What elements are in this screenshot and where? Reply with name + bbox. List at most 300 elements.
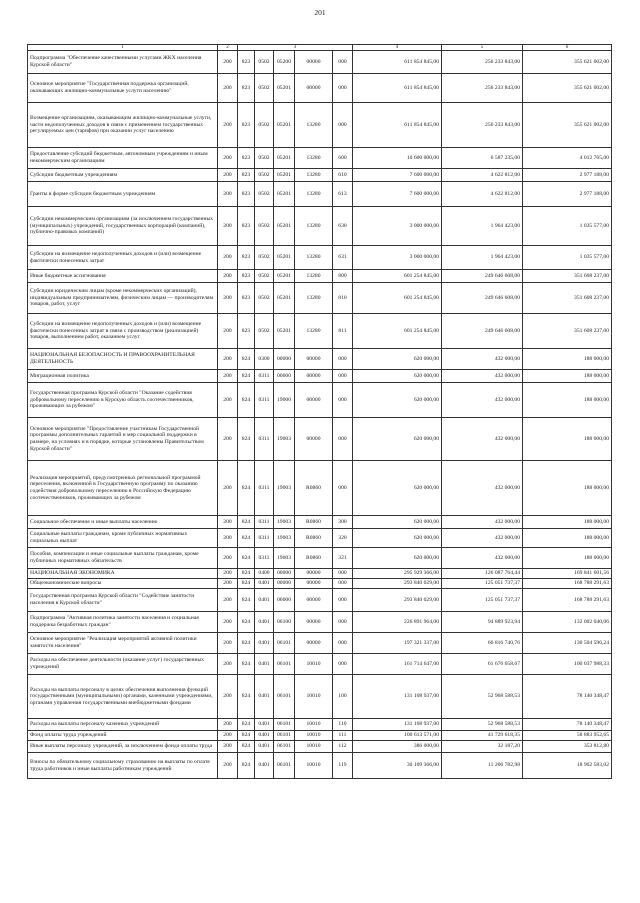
expense-type-code: 810 (333, 283, 353, 314)
program-code: 05201 (274, 207, 295, 246)
program-code: 19003 (274, 529, 295, 548)
expense-type-code: 119 (333, 753, 353, 779)
table-row (28, 516, 612, 529)
amount-plan: 293 840 029,00 (353, 589, 442, 612)
direction-code: 00000 (295, 569, 333, 579)
section-code: 0502 (255, 314, 274, 349)
section-code: 0401 (255, 675, 274, 719)
amount-plan: 620 000,00 (353, 516, 442, 529)
section-code: 0311 (255, 529, 274, 548)
expense-type-code: 320 (333, 529, 353, 548)
section-code: 0401 (255, 654, 274, 675)
direction-code: 00000 (295, 74, 333, 103)
ministry-code: 823 (238, 270, 255, 283)
admin-code: 200 (218, 270, 238, 283)
amount-remaining: 168 788 291,63 (523, 579, 612, 589)
direction-code: 13280 (295, 270, 333, 283)
amount-executed: 32 187,20 (442, 741, 523, 753)
program-code: 19000 (274, 383, 295, 418)
expense-type-code: 100 (333, 675, 353, 719)
table-row (28, 612, 612, 633)
column-number: 1 (28, 45, 218, 51)
table-row (28, 169, 612, 182)
amount-executed: 432 000,00 (442, 383, 523, 418)
row-name: Субсидии на возмещение недополученных доходов и (или) возмещение фактически понесенных затрат в связи с производством (реализацией) товаров, выполнением работ, оказанием услуг (28, 314, 218, 349)
admin-code: 200 (218, 579, 238, 589)
table-row (28, 548, 612, 569)
expense-type-code: 800 (333, 270, 353, 283)
program-code: 19003 (274, 516, 295, 529)
table-row (28, 283, 612, 314)
row-name: НАЦИОНАЛЬНАЯ ЭКОНОМИКА (28, 569, 218, 579)
section-code: 0502 (255, 283, 274, 314)
amount-plan: 10 600 000,00 (353, 148, 442, 169)
amount-plan: 100 613 571,00 (353, 731, 442, 741)
expense-type-code: 600 (333, 148, 353, 169)
column-number: 6 (523, 45, 612, 51)
amount-remaining: 351 608 237,00 (523, 283, 612, 314)
column-number: 2 (218, 45, 238, 51)
section-code: 0502 (255, 182, 274, 207)
section-code: 0502 (255, 148, 274, 169)
amount-plan: 226 891 964,00 (353, 612, 442, 633)
amount-plan: 611 854 845,00 (353, 51, 442, 74)
direction-code: 00000 (295, 370, 333, 383)
program-code: 06101 (274, 719, 295, 731)
table-row (28, 270, 612, 283)
amount-remaining: 355 621 002,00 (523, 74, 612, 103)
admin-code: 200 (218, 461, 238, 516)
direction-code: 00000 (295, 589, 333, 612)
amount-executed: 432 000,00 (442, 516, 523, 529)
row-name: Предоставление субсидий бюджетным, автономным учреждениям и иным некоммерческим организациям (28, 148, 218, 169)
table-row (28, 246, 612, 270)
section-code: 0311 (255, 461, 274, 516)
ministry-code: 823 (238, 246, 255, 270)
amount-executed: 256 233 843,00 (442, 74, 523, 103)
row-name: Иные бюджетные ассигнования (28, 270, 218, 283)
table-row (28, 633, 612, 654)
table-row (28, 182, 612, 207)
amount-executed: 432 000,00 (442, 461, 523, 516)
expense-type-code: 000 (333, 51, 353, 74)
row-name: Иные выплаты персоналу учреждений, за исключением фонда оплаты труда (28, 741, 218, 753)
amount-plan: 7 600 000,00 (353, 182, 442, 207)
direction-code: 10010 (295, 741, 333, 753)
amount-executed: 432 000,00 (442, 529, 523, 548)
ministry-code: 824 (238, 612, 255, 633)
amount-executed: 66 816 740,76 (442, 633, 523, 654)
admin-code: 200 (218, 349, 238, 370)
amount-executed: 125 051 737,37 (442, 589, 523, 612)
row-name: НАЦИОНАЛЬНАЯ БЕЗОПАСНОСТЬ И ПРАВООХРАНИТЕЛЬНАЯ ДЕЯТЕЛЬНОСТЬ (28, 349, 218, 370)
table-row (28, 370, 612, 383)
expense-type-code: 630 (333, 207, 353, 246)
program-code: 05200 (274, 51, 295, 74)
section-code: 0400 (255, 569, 274, 579)
program-code: 06101 (274, 741, 295, 753)
ministry-code: 823 (238, 169, 255, 182)
section-code: 0502 (255, 246, 274, 270)
row-name: Субсидии бюджетным учреждениям (28, 169, 218, 182)
amount-remaining: 132 002 040,06 (523, 612, 612, 633)
admin-code: 200 (218, 148, 238, 169)
amount-executed: 52 968 588,53 (442, 675, 523, 719)
admin-code: 200 (218, 418, 238, 461)
expense-type-code: 111 (333, 731, 353, 741)
row-name: Основное мероприятие "Реализация мероприятий активной политики занятости населения" (28, 633, 218, 654)
row-name: Государственная программа Курской области "Содействие занятости населения в Курской области" (28, 589, 218, 612)
amount-remaining: 351 608 237,00 (523, 270, 612, 283)
expense-type-code: 613 (333, 182, 353, 207)
amount-plan: 30 109 366,00 (353, 753, 442, 779)
direction-code: 00000 (295, 633, 333, 654)
direction-code: 10010 (295, 654, 333, 675)
admin-code: 200 (218, 207, 238, 246)
direction-code: 13280 (295, 103, 333, 148)
amount-remaining: 353 812,80 (523, 741, 612, 753)
amount-plan: 3 000 000,00 (353, 207, 442, 246)
expense-type-code: 610 (333, 169, 353, 182)
expense-type-code: 000 (333, 349, 353, 370)
direction-code: 00000 (295, 612, 333, 633)
admin-code: 200 (218, 169, 238, 182)
column-number: 4 (353, 45, 442, 51)
table-row (28, 731, 612, 741)
amount-plan: 197 321 337,00 (353, 633, 442, 654)
amount-remaining: 130 504 596,24 (523, 633, 612, 654)
ministry-code: 824 (238, 461, 255, 516)
ministry-code: 824 (238, 349, 255, 370)
table-row (28, 51, 612, 74)
direction-code: 00000 (295, 418, 333, 461)
amount-executed: 256 233 843,00 (442, 103, 523, 148)
ministry-code: 824 (238, 633, 255, 654)
ministry-code: 823 (238, 103, 255, 148)
table-row (28, 753, 612, 779)
admin-code: 200 (218, 74, 238, 103)
amount-plan: 601 254 845,00 (353, 270, 442, 283)
table-row (28, 207, 612, 246)
row-name: Подпрограмма "Активная политика занятости населения и социальная поддержка безработных граждан" (28, 612, 218, 633)
expense-type-code: 000 (333, 589, 353, 612)
amount-plan: 611 854 845,00 (353, 74, 442, 103)
row-name: Реализация мероприятий, предусмотренных региональной программой переселения, включенной в Государственную программу по оказанию содействия добровольному переселению в Российскую Федерацию соотечественников, проживающих за рубежом (28, 461, 218, 516)
program-code: 19003 (274, 418, 295, 461)
section-code: 0311 (255, 516, 274, 529)
amount-remaining: 188 000,00 (523, 383, 612, 418)
program-code: 00000 (274, 569, 295, 579)
table-row (28, 579, 612, 589)
row-name: Фонд оплаты труда учреждений (28, 731, 218, 741)
table-row (28, 675, 612, 719)
column-number: 3 (238, 45, 353, 51)
expense-type-code: 000 (333, 418, 353, 461)
amount-executed: 4 622 812,00 (442, 182, 523, 207)
program-code: 06101 (274, 654, 295, 675)
ministry-code: 824 (238, 529, 255, 548)
table-row (28, 654, 612, 675)
section-code: 0401 (255, 612, 274, 633)
direction-code: 13280 (295, 314, 333, 349)
amount-executed: 61 676 658,67 (442, 654, 523, 675)
expense-type-code: 000 (333, 569, 353, 579)
row-name: Социальные выплаты гражданам, кроме публичных нормативных социальных выплат (28, 529, 218, 548)
program-code: 05201 (274, 182, 295, 207)
direction-code: R0860 (295, 461, 333, 516)
amount-remaining: 18 902 583,02 (523, 753, 612, 779)
section-code: 0401 (255, 741, 274, 753)
expense-type-code: 000 (333, 461, 353, 516)
direction-code: 10010 (295, 719, 333, 731)
section-code: 0401 (255, 719, 274, 731)
row-name: Возмещение организациям, оказывающим жилищно-коммунальные услуги, части недополученных доходов в связи с применением государственных регулируемых цен (тарифов) при оказании услуг населению (28, 103, 218, 148)
amount-remaining: 188 000,00 (523, 529, 612, 548)
admin-code: 200 (218, 314, 238, 349)
admin-code: 200 (218, 370, 238, 383)
program-code: 06100 (274, 612, 295, 633)
direction-code: 13280 (295, 207, 333, 246)
ministry-code: 824 (238, 675, 255, 719)
admin-code: 200 (218, 103, 238, 148)
amount-remaining: 2 977 188,00 (523, 169, 612, 182)
amount-plan: 620 000,00 (353, 349, 442, 370)
expense-type-code: 000 (333, 579, 353, 589)
amount-plan: 611 854 845,00 (353, 103, 442, 148)
expense-type-code: 110 (333, 719, 353, 731)
admin-code: 200 (218, 633, 238, 654)
amount-remaining: 188 000,00 (523, 370, 612, 383)
row-name: Расходы на обеспечение деятельности (оказание услуг) государственных учреждений (28, 654, 218, 675)
admin-code: 200 (218, 516, 238, 529)
expense-type-code: 000 (333, 383, 353, 418)
ministry-code: 824 (238, 383, 255, 418)
table-row (28, 589, 612, 612)
ministry-code: 824 (238, 548, 255, 569)
row-name: Основное мероприятие "Государственная поддержка организаций, оказывающих жилищно-коммунальные услуги населению" (28, 74, 218, 103)
section-code: 0401 (255, 753, 274, 779)
ministry-code: 824 (238, 418, 255, 461)
program-code: 05201 (274, 314, 295, 349)
amount-executed: 126 087 764,44 (442, 569, 523, 579)
amount-plan: 293 840 029,00 (353, 579, 442, 589)
direction-code: 00000 (295, 349, 333, 370)
admin-code: 200 (218, 383, 238, 418)
program-code: 06101 (274, 675, 295, 719)
amount-plan: 601 254 845,00 (353, 314, 442, 349)
section-code: 0311 (255, 548, 274, 569)
program-code: 06101 (274, 753, 295, 779)
admin-code: 200 (218, 741, 238, 753)
amount-remaining: 355 621 002,00 (523, 51, 612, 74)
direction-code: 00000 (295, 383, 333, 418)
amount-plan: 620 000,00 (353, 548, 442, 569)
direction-code: 13280 (295, 182, 333, 207)
admin-code: 200 (218, 182, 238, 207)
amount-plan: 161 714 647,00 (353, 654, 442, 675)
amount-remaining: 168 788 291,63 (523, 589, 612, 612)
amount-remaining: 355 621 002,00 (523, 103, 612, 148)
direction-code: 13280 (295, 169, 333, 182)
table-row (28, 314, 612, 349)
direction-code: 10010 (295, 731, 333, 741)
budget-table (27, 44, 612, 779)
table-row (28, 349, 612, 370)
amount-plan: 7 600 000,00 (353, 169, 442, 182)
section-code: 0502 (255, 169, 274, 182)
expense-type-code: 631 (333, 246, 353, 270)
amount-executed: 6 587 235,00 (442, 148, 523, 169)
row-name: Общеэкономические вопросы (28, 579, 218, 589)
table-row (28, 741, 612, 753)
admin-code: 200 (218, 246, 238, 270)
amount-remaining: 1 035 577,00 (523, 207, 612, 246)
amount-plan: 620 000,00 (353, 418, 442, 461)
column-number: 5 (442, 45, 523, 51)
amount-plan: 3 000 000,00 (353, 246, 442, 270)
row-name: Расходы на выплаты персоналу казенных учреждений (28, 719, 218, 731)
table-row (28, 148, 612, 169)
amount-remaining: 188 000,00 (523, 516, 612, 529)
section-code: 0300 (255, 349, 274, 370)
section-code: 0502 (255, 74, 274, 103)
section-code: 0311 (255, 370, 274, 383)
direction-code: 13280 (295, 283, 333, 314)
program-code: 05201 (274, 169, 295, 182)
program-code: 06101 (274, 633, 295, 654)
program-code: 05201 (274, 74, 295, 103)
amount-executed: 256 233 843,00 (442, 51, 523, 74)
row-name: Подпрограмма "Обеспечение качественными услугами ЖКХ населения Курской области" (28, 51, 218, 74)
amount-remaining: 188 000,00 (523, 418, 612, 461)
row-name: Субсидии на возмещение недополученных доходов и (или) возмещение фактически понесенных затрат (28, 246, 218, 270)
expense-type-code: 112 (333, 741, 353, 753)
amount-executed: 1 964 423,00 (442, 207, 523, 246)
ministry-code: 823 (238, 314, 255, 349)
direction-code: R0860 (295, 516, 333, 529)
amount-executed: 249 646 608,00 (442, 283, 523, 314)
ministry-code: 824 (238, 516, 255, 529)
direction-code: R0860 (295, 529, 333, 548)
row-name: Миграционная политика (28, 370, 218, 383)
ministry-code: 823 (238, 74, 255, 103)
expense-type-code: 300 (333, 516, 353, 529)
ministry-code: 824 (238, 654, 255, 675)
direction-code: 13280 (295, 148, 333, 169)
row-name: Субсидии некоммерческим организациям (за исключением государственных (муниципальных) учреждений, государственных корпораций (компаний), публично-правовых компаний) (28, 207, 218, 246)
amount-remaining: 100 037 988,33 (523, 654, 612, 675)
section-code: 0311 (255, 383, 274, 418)
expense-type-code: 000 (333, 74, 353, 103)
amount-executed: 249 646 608,00 (442, 270, 523, 283)
amount-executed: 125 051 737,37 (442, 579, 523, 589)
row-name: Государственная программа Курской области "Оказание содействия добровольному переселению в Курскую область соотечественников, проживающих за рубежом" (28, 383, 218, 418)
ministry-code: 823 (238, 207, 255, 246)
amount-executed: 4 622 812,00 (442, 169, 523, 182)
amount-remaining: 188 000,00 (523, 349, 612, 370)
amount-plan: 620 000,00 (353, 383, 442, 418)
row-name: Основное мероприятие "Предоставление участникам Государственной программы дополнительных гарантий и мер социальной поддержки в размере, на условиях и в порядке, которые установлены Правительством Курской области" (28, 418, 218, 461)
section-code: 0401 (255, 633, 274, 654)
table-row (28, 74, 612, 103)
amount-plan: 620 000,00 (353, 370, 442, 383)
expense-type-code: 321 (333, 548, 353, 569)
amount-executed: 94 889 923,94 (442, 612, 523, 633)
row-name: Гранты в форме субсидии бюджетным учреждениям (28, 182, 218, 207)
admin-code: 200 (218, 719, 238, 731)
table-row (28, 383, 612, 418)
section-code: 0401 (255, 579, 274, 589)
amount-plan: 131 108 937,00 (353, 719, 442, 731)
program-code: 00000 (274, 349, 295, 370)
amount-executed: 432 000,00 (442, 349, 523, 370)
amount-remaining: 351 608 237,00 (523, 314, 612, 349)
amount-plan: 386 000,00 (353, 741, 442, 753)
amount-plan: 131 108 937,00 (353, 675, 442, 719)
amount-plan: 295 929 366,00 (353, 569, 442, 579)
amount-executed: 11 206 782,98 (442, 753, 523, 779)
ministry-code: 824 (238, 731, 255, 741)
program-code: 05201 (274, 283, 295, 314)
amount-executed: 432 000,00 (442, 370, 523, 383)
ministry-code: 824 (238, 719, 255, 731)
amount-remaining: 78 140 348,47 (523, 719, 612, 731)
expense-type-code: 000 (333, 370, 353, 383)
row-name: Субсидии юридическим лицам (кроме некоммерческих организаций), индивидуальным предпринимателям, физическим лицам — производителям товаров, работ, услуг (28, 283, 218, 314)
ministry-code: 824 (238, 741, 255, 753)
section-code: 0401 (255, 731, 274, 741)
amount-executed: 432 000,00 (442, 418, 523, 461)
amount-plan: 620 000,00 (353, 529, 442, 548)
expense-type-code: 000 (333, 103, 353, 148)
amount-remaining: 188 000,00 (523, 548, 612, 569)
program-code: 00000 (274, 370, 295, 383)
row-name: Пособия, компенсации и иные социальные выплаты гражданам, кроме публичных нормативных обязательств (28, 548, 218, 569)
amount-remaining: 78 140 348,47 (523, 675, 612, 719)
program-code: 19003 (274, 548, 295, 569)
amount-executed: 249 646 608,00 (442, 314, 523, 349)
program-code: 06101 (274, 731, 295, 741)
admin-code: 200 (218, 529, 238, 548)
page-number: 201 (314, 8, 326, 17)
section-code: 0502 (255, 270, 274, 283)
expense-type-code: 000 (333, 612, 353, 633)
table-row (28, 103, 612, 148)
table-row (28, 418, 612, 461)
amount-executed: 432 000,00 (442, 548, 523, 569)
admin-code: 200 (218, 548, 238, 569)
table-row (28, 569, 612, 579)
admin-code: 200 (218, 731, 238, 741)
program-code: 06000 (274, 589, 295, 612)
admin-code: 200 (218, 589, 238, 612)
admin-code: 200 (218, 654, 238, 675)
section-code: 0311 (255, 418, 274, 461)
section-code: 0401 (255, 589, 274, 612)
program-code: 05201 (274, 103, 295, 148)
amount-remaining: 4 012 765,00 (523, 148, 612, 169)
program-code: 00000 (274, 579, 295, 589)
amount-executed: 41 729 618,35 (442, 731, 523, 741)
amount-remaining: 1 035 577,00 (523, 246, 612, 270)
ministry-code: 823 (238, 148, 255, 169)
expense-type-code: 811 (333, 314, 353, 349)
program-code: 05201 (274, 148, 295, 169)
expense-type-code: 000 (333, 654, 353, 675)
amount-executed: 1 964 423,00 (442, 246, 523, 270)
amount-remaining: 2 977 188,00 (523, 182, 612, 207)
program-code: 19003 (274, 461, 295, 516)
